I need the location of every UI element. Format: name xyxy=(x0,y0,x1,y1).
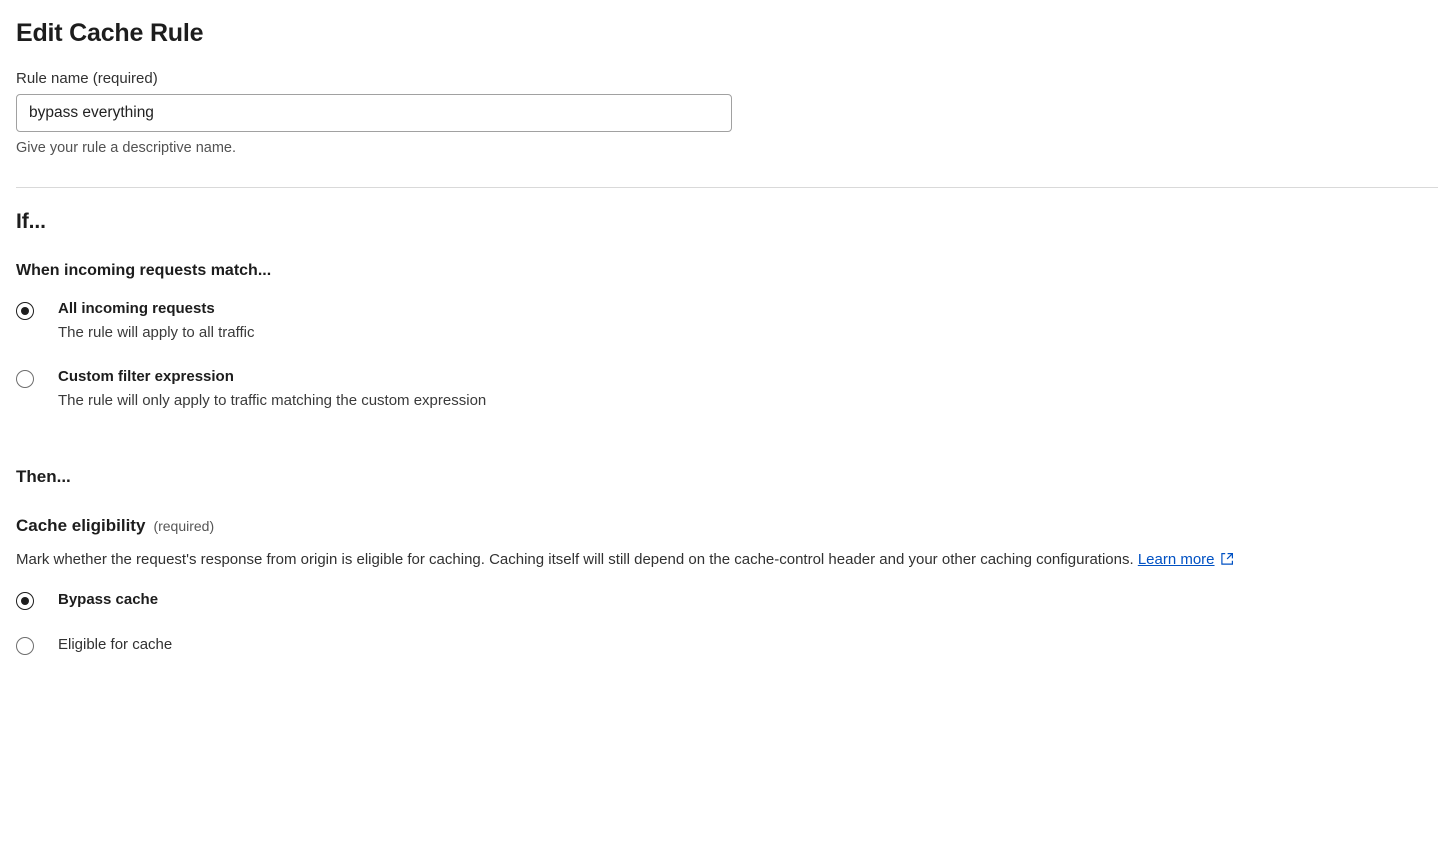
section-divider xyxy=(16,187,1438,188)
external-link-icon[interactable] xyxy=(1220,551,1234,573)
rule-name-label: Rule name (required) xyxy=(16,70,158,87)
then-section-heading: Then... xyxy=(16,466,71,486)
match-subheading: When incoming requests match... xyxy=(16,262,272,279)
radio-indicator-bypass-cache[interactable] xyxy=(16,592,34,610)
radio-option-custom-filter-expression[interactable] xyxy=(16,368,1438,410)
page-title: Edit Cache Rule xyxy=(16,19,204,47)
cache-eligibility-required: (required) xyxy=(153,517,215,534)
radio-label-bypass-cache: Bypass cache xyxy=(58,590,159,608)
cache-eligibility-label-row xyxy=(16,516,1438,536)
cache-eligibility-radio-group xyxy=(16,590,1438,655)
rule-name-help: Give your rule a descriptive name. xyxy=(16,140,237,156)
match-radio-group xyxy=(16,300,1438,411)
rule-name-input[interactable] xyxy=(16,94,732,132)
cache-eligibility-label: Cache eligibility xyxy=(16,515,146,535)
radio-indicator-custom-filter-expression[interactable] xyxy=(16,370,34,388)
radio-option-eligible-for-cache[interactable] xyxy=(16,635,1438,655)
radio-label-all-incoming-requests: All incoming requests xyxy=(58,300,215,317)
radio-indicator-eligible-for-cache[interactable] xyxy=(16,637,34,655)
learn-more-link[interactable]: Learn more xyxy=(1137,550,1215,568)
radio-desc-all-incoming-requests: The rule will apply to all traffic xyxy=(58,323,255,341)
radio-label-eligible-for-cache: Eligible for cache xyxy=(58,635,173,653)
radio-option-bypass-cache[interactable] xyxy=(16,590,1438,610)
radio-indicator-all-incoming-requests[interactable] xyxy=(16,302,34,320)
if-section-heading: If... xyxy=(16,210,46,233)
cache-eligibility-description xyxy=(16,549,1431,573)
cache-eligibility-description-text: Mark whether the request's response from origin is eligible for caching. Caching itself will still depend on the cache-control header and your other caching configurations. xyxy=(16,550,1138,568)
radio-desc-custom-filter-expression: The rule will only apply to traffic matching the custom expression xyxy=(58,392,487,409)
radio-option-all-incoming-requests[interactable] xyxy=(16,300,1438,342)
radio-label-custom-filter-expression: Custom filter expression xyxy=(58,368,234,386)
